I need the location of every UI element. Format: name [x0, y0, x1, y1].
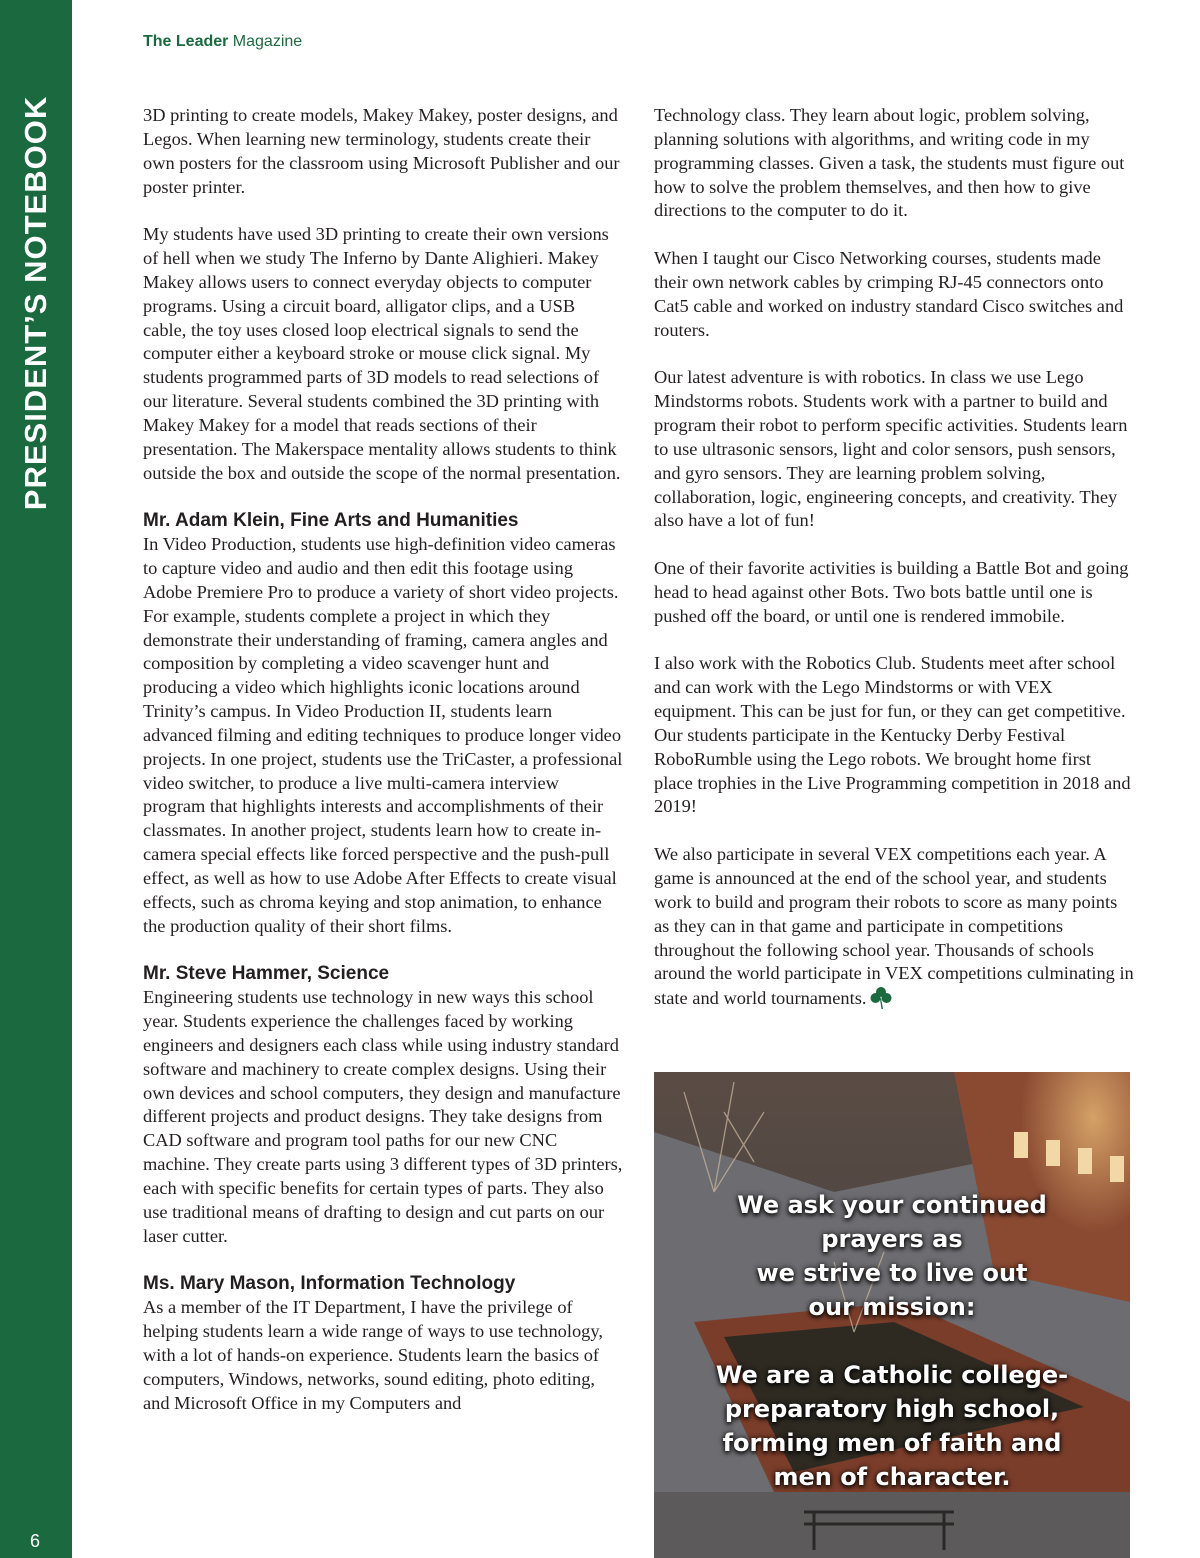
paragraph: Technology class. They learn about logic, problem solving, planning solutions with algorithms, and writing code in my programming classes. Given a task, the students must figure out how to solve the problem themselves, and then how to give directions to the computer to do it. [654, 105, 1125, 221]
paragraph-text: We also participate in several VEX competitions each year. A game is announced at the end of the school year, and students work to build and program their robots to score as many points as they can in that game and participate in competitions throughout the following school year. Thousands of schools around the world participate in VEX competitions culminating in state and world tournaments. [654, 844, 1134, 1009]
overlay-line: We ask your continued [737, 1191, 1047, 1219]
paragraph: My students have used 3D printing to create their own versions of hell when we study The Inferno by Dante Alighieri. Makey Makey allows users to connect everyday objects to computer programs. Using a circuit board, alligator clips, and a USB cable, the toy uses closed loop electrical signals to send the computer either a keyboard stroke or mouse click signal. My students programmed parts of 3D models to read selections of our literature. Several students combined the 3D printing with Makey Makey for a model that reads sections of their presentation. The Makerspace mentality allows students to think outside the box and outside the scope of the normal presentation. [143, 224, 621, 483]
overlay-gap [654, 1324, 1130, 1358]
paragraph: Our latest adventure is with robotics. In class we use Lego Mindstorms robots. Students work with a partner to build and program their robot to perform specific activities. Students learn to use ultrasonic sensors, light and color sensors, push sensors, and gyro sensors. They are learning problem solving, collaboration, logic, engineering concepts, and creativity. They also have a lot of fun! [654, 367, 1128, 531]
overlay-line: forming men of faith and [722, 1429, 1062, 1457]
overlay-line: our mission: [808, 1293, 976, 1321]
paragraph-mason: As a member of the IT Department, I have the privilege of helping students learn a wide range of ways to use technology, with a lot of hands-on experience. Students learn the basics of computers, Windows, networks, sound editing, photo editing, and Microsoft Office in my Computers and [143, 1297, 603, 1413]
heading-mason: Ms. Mary Mason, Information Technology [143, 1273, 516, 1295]
masthead [143, 33, 302, 51]
left-column [143, 104, 623, 1439]
overlay-line: men of character. [773, 1463, 1011, 1491]
paragraph-klein: In Video Production, students use high-definition video cameras to capture video and audio and then edit this footage using Adobe Premiere Pro to produce a variety of short video projects. For example, students complete a project in which they demonstrate their understanding of framing, camera angles and composition by completing a video scavenger hunt and producing a video which highlights iconic locations around Trinity’s campus. In Video Production II, students learn advanced filming and editing techniques to produce longer video projects. In one project, students use the TriCaster, a professional video switcher, to produce a live multi-camera interview program that highlights interests and accomplishments of their classmates. In another project, students learn how to create in-camera special effects like forced perspective and the push-pull effect, as well as how to use Adobe After Effects to create visual effects, such as chroma keying and stop animation, to enhance the production quality of their short films. [143, 534, 623, 936]
paragraph-end [654, 843, 1134, 1017]
shamrock-icon [870, 986, 892, 1017]
paragraph-hammer: Engineering students use technology in new ways this school year. Students experience the challenges faced by working engineers and designers each class while using industry standard software and machinery to create complex designs. Using their own devices and school computers, they design and manufacture different projects and product designs. They take designs from CAD software and program tool paths for our new CNC machine. They create parts using 3 different types of 3D printers, each with specific benefits for certain types of parts. They also use traditional means of drafting to design and cut parts on our laser cutter. [143, 987, 623, 1246]
section-title: PRESIDENT’S NOTEBOOK [18, 95, 53, 511]
masthead-rest: Magazine [228, 33, 303, 50]
sidebar [0, 0, 72, 1558]
overlay-line: we strive to live out [756, 1259, 1028, 1287]
paragraph: I also work with the Robotics Club. Students meet after school and can work with the Lego Mindstorms or with VEX equipment. This can be just for fun, or they can get competitive. Our students participate in the Kentucky Derby Festival RoboRumble using the Lego robots. We brought home first place trophies in the Live Programming competition in 2018 and 2019! [654, 653, 1131, 817]
masthead-bold: The Leader [143, 33, 229, 50]
paragraph: One of their favorite activities is building a Battle Bot and going head to head against other Bots. Two bots battle until one is pushed off the board, or until one is rendered immobile. [654, 558, 1129, 626]
overlay-line: prayers as [821, 1225, 963, 1253]
heading-klein: Mr. Adam Klein, Fine Arts and Humanities [143, 510, 519, 532]
mission-overlay [654, 1188, 1130, 1494]
page-number: 6 [30, 1531, 41, 1551]
heading-hammer: Mr. Steve Hammer, Science [143, 963, 390, 985]
overlay-line: We are a Catholic college- [715, 1361, 1069, 1389]
paragraph: 3D printing to create models, Makey Makey, poster designs, and Legos. When learning new terminology, students create their own posters for the classroom using Microsoft Publisher and our poster printer. [143, 105, 620, 197]
campus-photo [654, 1072, 1130, 1558]
overlay-line: preparatory high school, [724, 1395, 1060, 1423]
paragraph: When I taught our Cisco Networking courses, students made their own network cables by crimping RJ-45 connectors onto Cat5 cable and worked on industry standard Cisco switches and routers. [654, 248, 1124, 340]
right-column [654, 104, 1134, 1041]
